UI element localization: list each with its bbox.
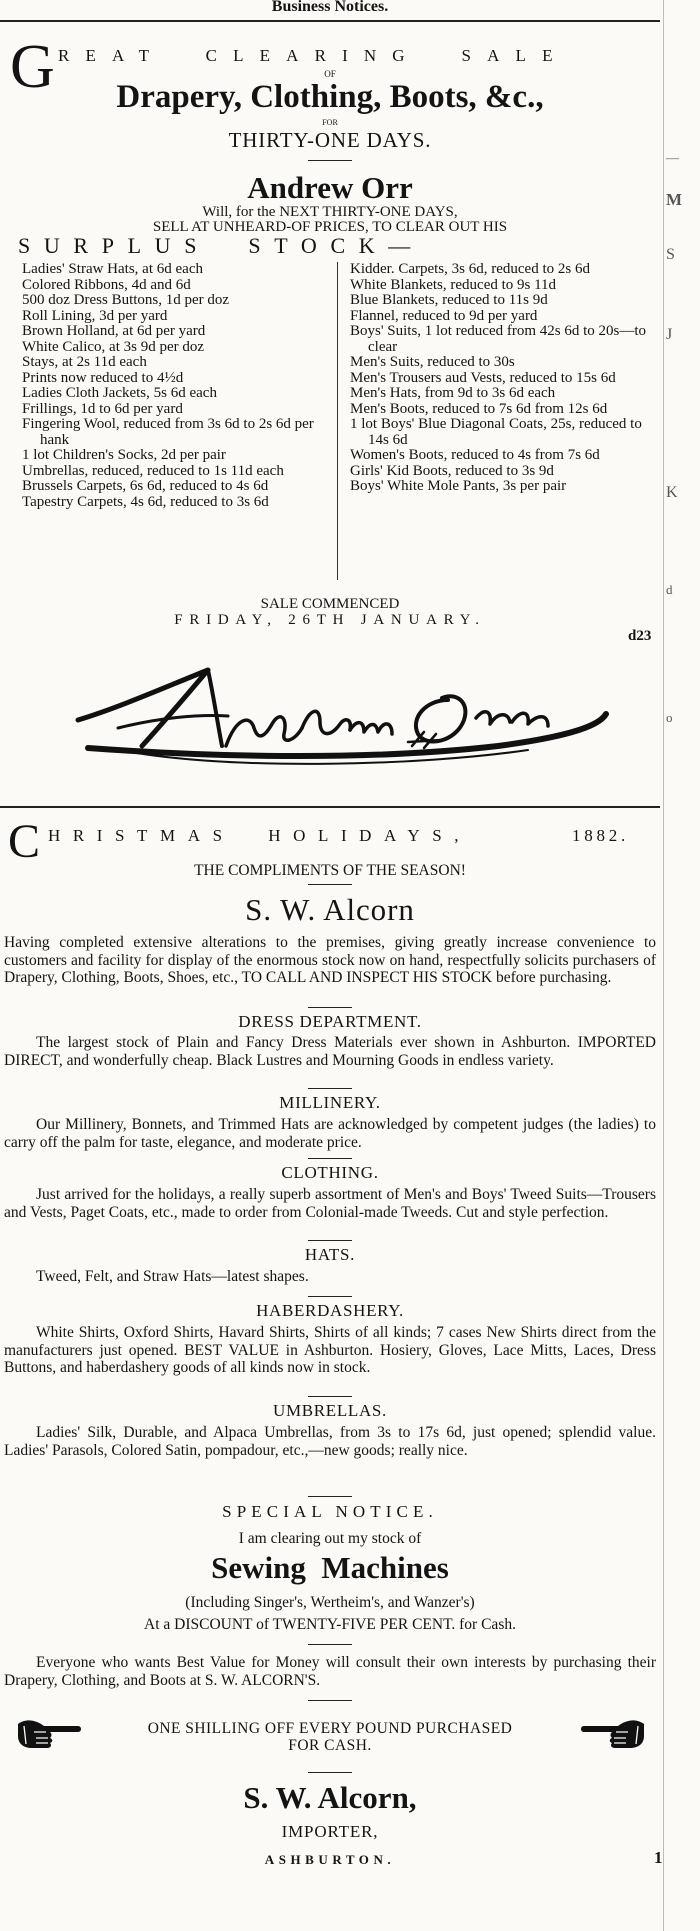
alcorn-divider [308,1644,352,1645]
haberdashery-heading: HABERDASHERY. [256,1301,404,1320]
alcorn-footer-name: S. W. Alcorn, [243,1780,417,1815]
orr-right-item: Men's Suits, reduced to 30s [350,354,515,370]
orr-initial-letter: G [10,33,55,101]
orr-left-item: White Calico, at 3s 9d per doz [22,338,205,355]
edge-fragment: d [666,582,673,597]
orr-left-column [22,262,334,510]
orr-headline: REAT CLEARING SALE [58,46,569,65]
orr-right-item: White Blankets, reduced to 9s 11d [350,276,557,293]
orr-right-item: Boys' White Mole Pants, 3s per pair [350,478,567,494]
orr-right-item: Men's Boots, reduced to 7s 6d from 12s 6d [350,400,608,417]
edge-fragment: M [666,190,683,209]
orr-left-item: Roll Lining, 3d per yard [22,307,168,324]
pointing-hand-icon [16,1714,82,1752]
alcorn-divider [308,1496,352,1497]
millinery-text: Our Millinery, Bonnets, and Trimmed Hats are acknowledged by competent judges (the ladies) to carry off the palm for taste, elegance, and moderate price. [4,1116,656,1151]
alcorn-intro: Having completed extensive alterations to the premises, giving greatly increase convenience to customers and facility for display of the enormous stock now on hand, respectfully solicits purchasers of Drapery, Clothing, Boots, Shoes, etc., TO CALL AND INSPECT HIS STOCK before purchasing. [4,934,656,986]
orr-sale-date: FRIDAY, 26TH JANUARY. [174,612,486,628]
shilling-line2: FOR CASH. [288,1737,372,1754]
orr-left-item: 1 lot Children's Socks, 2d per pair [22,447,226,463]
orr-right-item: Blue Blankets, reduced to 11s 9d [350,292,548,308]
dress-department-text: The largest stock of Plain and Fancy Dress Materials ever shown in Ashburton. IMPORTED DIRECT, and wonderfully cheap. Black Lustres and Mourning Goods in endless variety. [4,1034,656,1069]
orr-line1: Will, for the NEXT THIRTY-ONE DAYS, [202,204,458,220]
andrew-orr-signature [58,648,638,768]
edge-fragment: — [666,150,679,165]
pointing-hand-icon [580,1714,646,1752]
orr-right-item: 1 lot Boys' Blue Diagonal Coats, 25s, reduced to 14s 6d [350,416,642,448]
including-text: (Including Singer's, Wertheim's, and Wanzer's) [185,1594,475,1611]
orr-left-item: Fingering Wool, reduced from 3s 6d to 2s 6d per hank [22,416,314,448]
orr-left-item: Ladies Cloth Jackets, 5s 6d each [22,385,217,401]
orr-right-item: Flannel, reduced to 9d per yard [350,307,538,324]
umbrellas-heading: UMBRELLAS. [272,1401,387,1420]
sewing-machines-heading: Sewing Machines [211,1550,449,1585]
orr-main-heading: Drapery, Clothing, Boots, &c., [116,79,544,115]
section-rule [0,806,660,808]
orr-left-item: 500 doz Dress Buttons, 1d per doz [22,292,230,308]
orr-right-item: Boys' Suits, 1 lot reduced from 42s 6d to 20s—to clear [350,323,647,355]
clothing-text: Just arrived for the holidays, a really superb assortment of Men's and Boys' Tweed Suits—Trousers and Vests, Paget Coats, etc., made to order from Colonial-made Tweeds. Cut and style perfection. [4,1186,656,1221]
haberdashery-text: White Shirts, Oxford Shirts, Havard Shirts, Shirts of all kinds; 7 cases New Shirts direct from the manufacturers just opened. BEST VALUE in Ashburton. Hosiery, Gloves, Lace Mitts, Laces, Dress Buttons, and haberdashery goods of all kinds now in stock. [4,1324,656,1376]
alcorn-town: ASHBURTON. [264,1852,396,1867]
special-notice-heading: SPECIAL NOTICE. [222,1502,438,1521]
orr-for: FOR [322,118,338,127]
orr-left-item: Prints now reduced to 4½d [22,369,184,386]
discount-text: At a DISCOUNT of TWENTY-FIVE PER CENT. for Cash. [144,1616,516,1633]
alcorn-divider [308,884,352,885]
orr-of: OF [324,69,336,79]
millinery-heading: MILLINERY. [279,1093,381,1112]
alcorn-divider [308,1088,352,1089]
alcorn-divider [308,1240,352,1241]
dress-department-heading: DRESS DEPARTMENT. [238,1012,422,1031]
section-header: Business Notices. [271,0,389,15]
alcorn-divider [308,1700,352,1701]
edge-fragment: J [666,326,673,343]
orr-sale-commenced: SALE COMMENCED [260,596,400,612]
orr-left-item: Brussels Carpets, 6s 6d, reduced to 4s 6d [22,478,269,494]
header-rule [0,20,660,22]
edge-fragment: o [666,710,673,725]
orr-left-item: Frillings, 1d to 6d per yard [22,400,183,417]
alcorn-compliments: THE COMPLIMENTS OF THE SEASON! [194,862,466,879]
orr-line2: SELL AT UNHEARD-OF PRICES, TO CLEAR OUT HIS [152,219,508,235]
orr-left-item: Tapestry Carpets, 4s 6d, reduced to 3s 6d [22,493,269,510]
orr-name: Andrew Orr [247,170,413,205]
umbrellas-text: Ladies' Silk, Durable, and Alpaca Umbrellas, from 3s to 17s 6d, just opened; splendid value. Ladies' Parasols, Colored Satin, pompadour, etc.,—new goods; really nice. [4,1424,656,1459]
orr-left-item: Stays, at 2s 11d each [22,354,147,370]
everyone-text: Everyone who wants Best Value for Money will consult their own interests by purchasing their Drapery, Clothing, and Boots at S. W. ALCORN'S. [4,1654,656,1689]
orr-days: THIRTY-ONE DAYS. [228,128,432,152]
shilling-line1: ONE SHILLING OFF EVERY POUND PURCHASED [147,1720,513,1737]
orr-left-item: Colored Ribbons, 4d and 6d [22,276,191,293]
alcorn-heading: HRISTMAS HOLIDAYS, [48,826,472,845]
clothing-heading: CLOTHING. [281,1163,379,1182]
orr-right-item: Kidder. Carpets, 3s 6d, reduced to 2s 6d [350,261,590,277]
alcorn-initial-letter: C [8,815,41,868]
orr-left-item: Brown Holland, at 6d per yard [22,323,206,339]
alcorn-year: 1882. [572,826,629,845]
alcorn-divider [308,1396,352,1397]
orr-ad-code: d23 [628,628,652,644]
edge-fragment: K [666,484,678,501]
orr-right-item: Men's Hats, from 9d to 3s 6d each [350,385,556,401]
orr-left-item: Ladies' Straw Hats, at 6d each [22,261,203,277]
orr-divider [308,160,352,161]
orr-right-column [350,262,662,495]
alcorn-divider [308,1158,352,1159]
clearing-text: I am clearing out my stock of [238,1530,422,1547]
column-edge-rule [663,0,664,1931]
hats-text: Tweed, Felt, and Straw Hats—latest shapes. [36,1268,309,1285]
alcorn-divider [308,1007,352,1008]
alcorn-importer: IMPORTER, [281,1822,379,1841]
alcorn-divider [308,1296,352,1297]
orr-right-item: Women's Boots, reduced to 4s from 7s 6d [350,447,600,463]
alcorn-footer-number: 1 [654,1848,663,1867]
hats-heading: HATS. [304,1245,356,1264]
alcorn-name: S. W. Alcorn [245,892,415,927]
orr-left-item: Umbrellas, reduced, reduced to 1s 11d each [22,462,284,479]
orr-column-divider [337,262,338,580]
edge-fragment: S [666,246,675,263]
orr-surplus-stock: SURPLUS STOCK— [18,233,424,258]
orr-right-item: Girls' Kid Boots, reduced to 3s 9d [350,462,554,479]
alcorn-divider [308,1772,352,1773]
orr-right-item: Men's Trousers aud Vests, reduced to 15s 6d [350,369,616,386]
